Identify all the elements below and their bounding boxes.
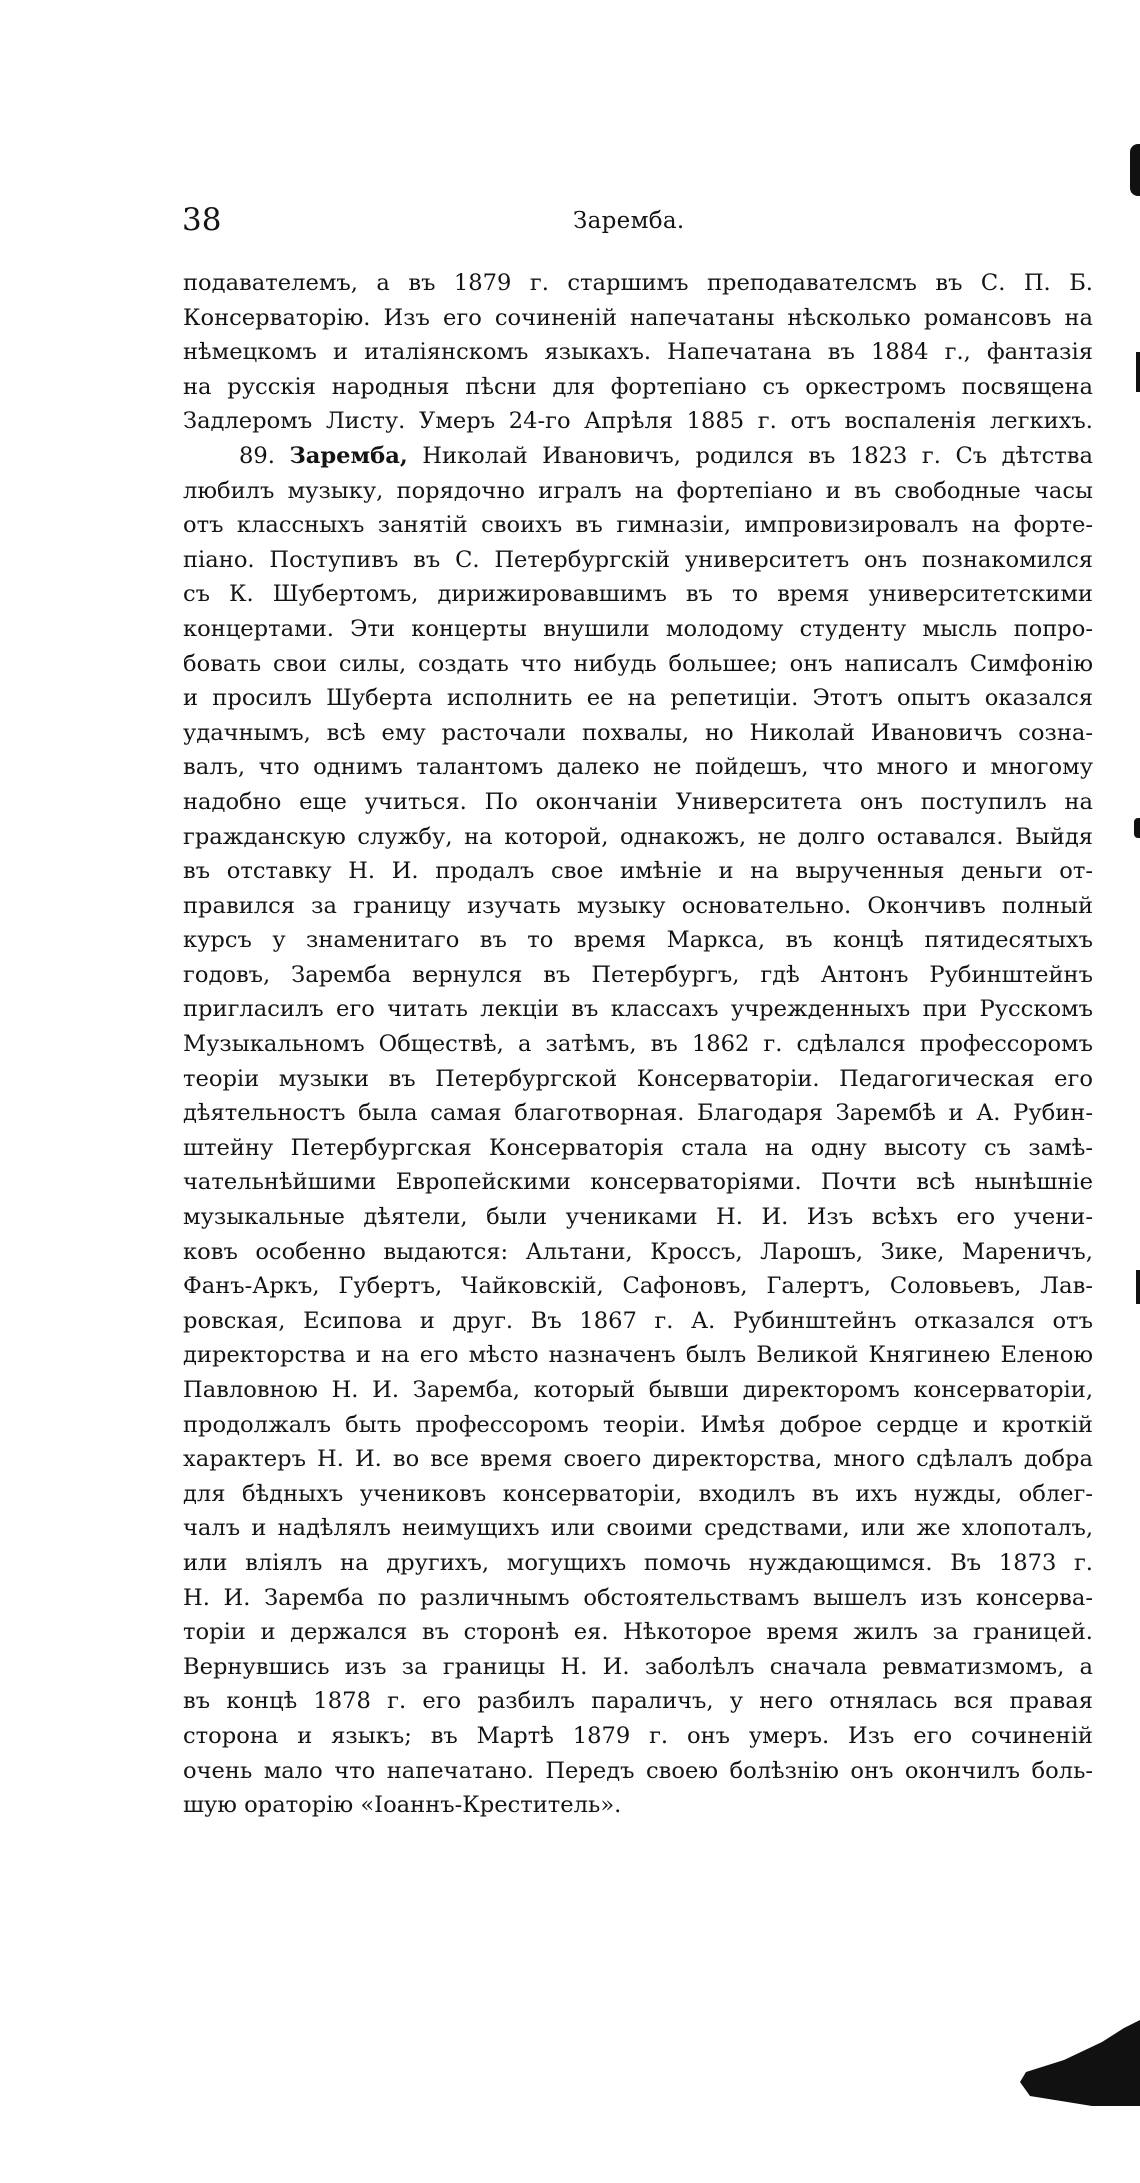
entry-number: 89. [239, 442, 275, 469]
text-line: бовать свои силы, создать что нибудь большее; онъ написалъ Симфонію [183, 650, 1093, 677]
scan-edge-mark [1136, 1270, 1140, 1304]
text-line: торіи и держался въ сторонѣ ея. Нѣкоторое время жилъ за границей. [183, 1619, 1093, 1646]
text-line: гражданскую службу, на которой, однакожъ, не долго оставался. Выйдя [183, 823, 1093, 850]
text-line: штейну Петербургская Консерваторія стала на одну высоту съ замѣ- [183, 1134, 1093, 1161]
text-line: пригласилъ его читать лекціи въ классахъ учрежденныхъ при Русскомъ [183, 996, 1093, 1023]
text-line: Павловною Н. И. Заремба, который бывши директоромъ консерваторіи, [183, 1377, 1093, 1403]
text-line: Вернувшись изъ за границы Н. И. заболѣлъ сначала ревматизмомъ, а [183, 1653, 1093, 1680]
text-line: курсъ у знаменитаго въ то время Маркса, въ концѣ пятидесятыхъ [183, 927, 1093, 954]
text-line: теоріи музыки въ Петербургской Консерваторіи. Педагогическая его [183, 1065, 1093, 1092]
text-line: директорства и на его мѣсто назначенъ былъ Великой Княгинею Еленою [183, 1342, 1093, 1369]
entry-lemma: Заремба, [289, 442, 408, 469]
scan-edge-mark [1130, 144, 1140, 196]
text-line: Музыкальномъ Обществѣ, а затѣмъ, въ 1862 г. сдѣлался профессоромъ [183, 1031, 1093, 1058]
text-line: ровская, Есипова и друг. Въ 1867 г. А. Рубинштейнъ отказался отъ [183, 1307, 1093, 1334]
text-line: чалъ и надѣлялъ неимущихъ или своими средствами, или же хлопоталъ, [183, 1515, 1093, 1542]
text-line: въ отставку Н. И. продалъ свое имѣніе и на вырученныя деньги от- [183, 858, 1093, 885]
text-line: для бѣдныхъ учениковъ консерваторіи, входилъ въ ихъ нужды, облег- [183, 1480, 1093, 1507]
text-line: Фанъ-Аркъ, Губертъ, Чайковскій, Сафоновъ, Галертъ, Соловьевъ, Лав- [183, 1273, 1093, 1300]
text-line: Задлеромъ Листу. Умеръ 24-го Апрѣля 1885 г. отъ воспаленія легкихъ. [183, 408, 1093, 435]
text-line: ковъ особенно выдаются: Альтани, Кроссъ, Ларошъ, Зике, Мареничъ, [183, 1238, 1093, 1265]
text-line: валъ, что однимъ талантомъ далеко не пойдешъ, что много и многому [183, 754, 1093, 781]
text-line: съ К. Шубертомъ, дирижировавшимъ въ то время университетскими [183, 581, 1093, 608]
text-line: чательнѣйшими Европейскими консерваторіями. Почти всѣ нынѣшніе [183, 1169, 1093, 1196]
scan-corner-mark [1020, 2020, 1140, 2106]
text-line: въ концѣ 1878 г. его разбилъ параличъ, у него отнялась вся правая [183, 1688, 1093, 1715]
text-line: характеръ Н. И. во все время своего директорства, много сдѣлалъ добра [183, 1446, 1093, 1473]
body-text [183, 266, 1093, 1823]
scan-edge-mark [1136, 352, 1140, 392]
text-line: нѣмецкомъ и италіянскомъ языкахъ. Напечатана въ 1884 г., фантазія [183, 339, 1093, 366]
scan-edge-mark [1134, 818, 1140, 838]
text-line: дѣятельностъ была самая благотворная. Благодаря Зарембѣ и А. Рубин- [183, 1100, 1093, 1127]
page-number: 38 [182, 202, 222, 238]
text-line: подавателемъ, а въ 1879 г. старшимъ преподавателсмъ въ С. П. Б. [183, 270, 1093, 296]
text-line: и просилъ Шуберта исполнить ее на репетиціи. Этотъ опытъ оказался [183, 685, 1093, 712]
text-line: удачнымъ, всѣ ему расточали похвалы, но Николай Ивановичъ созна- [183, 719, 1093, 746]
text-line-last: шую ораторію «Іоаннъ-Креститель». [183, 1792, 622, 1819]
text-line: надобно еще учиться. По окончаніи Университета онъ поступилъ на [183, 788, 1093, 815]
text-line: Н. И. Заремба по различнымъ обстоятельствамъ вышелъ изъ консерва- [183, 1584, 1093, 1611]
text-line: сторона и языкъ; въ Мартѣ 1879 г. онъ умеръ. Изъ его сочиненій [183, 1722, 1093, 1749]
text-line: Консерваторію. Изъ его сочиненій напечатаны нѣсколько романсовъ на [183, 304, 1093, 331]
text-line: музыкальные дѣятели, были учениками Н. И. Изъ всѣхъ его учени- [183, 1204, 1093, 1231]
text-line: или вліялъ на другихъ, могущихъ помочь нуждающимся. Въ 1873 г. [183, 1549, 1093, 1576]
running-title: Заремба. [573, 208, 685, 234]
text-line: отъ классныхъ занятій своихъ въ гимназіи, импровизировалъ на форте- [183, 512, 1093, 539]
text-line: очень мало что напечатано. Передъ своею болѣзнію онъ окончилъ боль- [183, 1757, 1093, 1784]
text-line: продолжалъ быть профессоромъ теоріи. Имѣя доброе сердце и кроткій [183, 1411, 1093, 1438]
text-line: правился за границу изучать музыку основательно. Окончивъ полный [183, 892, 1093, 919]
entry-first-line-text: Николай Ивановичъ, родился въ 1823 г. Съ дѣтства [422, 442, 1093, 469]
text-line: годовъ, Заремба вернулся въ Петербургъ, гдѣ Антонъ Рубинштейнъ [183, 961, 1093, 988]
entry-heading-line [183, 439, 1093, 474]
text-line: любилъ музыку, порядочно игралъ на фортепіано и въ свободные часы [183, 477, 1093, 504]
text-line: концертами. Эти концерты внушили молодому студенту мысль попро- [183, 615, 1093, 642]
text-line: на русскія народныя пѣсни для фортепіано съ оркестромъ посвящена [183, 373, 1093, 400]
text-line: піано. Поступивъ въ С. Петербургскій университетъ онъ познакомился [183, 546, 1093, 573]
